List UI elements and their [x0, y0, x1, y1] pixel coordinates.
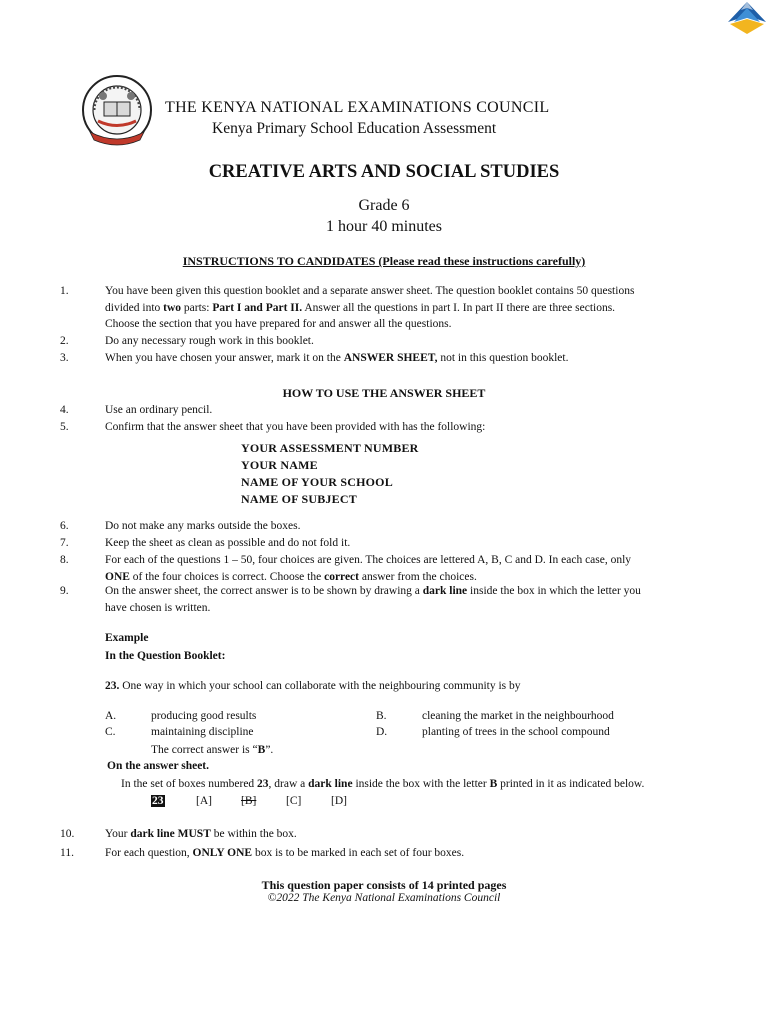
duration-label: 1 hour 40 minutes	[326, 218, 442, 235]
item-number: 10.	[60, 828, 75, 840]
instruction-6: Do not make any marks outside the boxes.	[105, 520, 301, 532]
instruction-11	[105, 845, 705, 862]
instruction-1-line-1: You have been given this question booklet and a separate answer sheet. The question booklet contains 50 questions	[105, 285, 635, 297]
instruction-4: Use an ordinary pencil.	[105, 404, 213, 416]
text-run: be within the box.	[210, 828, 297, 840]
text-run: For each question,	[105, 847, 193, 859]
answer-box-c: [C]	[286, 795, 302, 807]
item-number: 2.	[60, 335, 69, 347]
text-run-bold: correct	[324, 570, 359, 583]
text-run: of the four choices is correct. Choose the	[129, 570, 325, 583]
instruction-7: Keep the sheet as clean as possible and do not fold it.	[105, 537, 351, 549]
text-run: divided into	[105, 301, 164, 314]
how-to-heading: HOW TO USE THE ANSWER SHEET	[282, 386, 486, 400]
answer-sheet-field: YOUR ASSESSMENT NUMBER	[241, 441, 419, 455]
text-run: , draw a	[268, 778, 309, 790]
text-run: printed in it as indicated below.	[497, 778, 645, 790]
text-run: inside the box in which the letter you	[467, 585, 641, 597]
item-number: 6.	[60, 520, 69, 532]
knec-corner-logo-icon	[726, 0, 768, 36]
item-number: 8.	[60, 554, 69, 566]
text-run: box is to be marked in each set of four boxes.	[252, 847, 465, 859]
grade-label: Grade 6	[358, 197, 410, 214]
option-letter: A.	[105, 710, 117, 722]
answer-sheet-label: On the answer sheet.	[107, 760, 210, 772]
page-count-note: This question paper consists of 14 printed pages	[261, 878, 507, 892]
instruction-3	[105, 350, 705, 367]
text-run-bold: Part I and Part II.	[212, 301, 303, 314]
answer-sheet-field: NAME OF YOUR SCHOOL	[241, 475, 393, 489]
answer-box-b-marked: [B]	[241, 795, 257, 807]
option-letter: B.	[376, 710, 387, 722]
booklet-label: In the Question Booklet:	[105, 650, 226, 662]
option-letter: D.	[376, 726, 388, 738]
text-run: Answer all the questions in part I. In part II there are three sections.	[302, 301, 616, 314]
text-run-bold: ONE	[105, 570, 130, 583]
option-text: maintaining discipline	[151, 726, 254, 738]
copyright-note: ©2022 The Kenya National Examinations Council	[267, 892, 501, 904]
text-run-bold: B	[489, 778, 498, 790]
instructions-heading: INSTRUCTIONS TO CANDIDATES (Please read these instructions carefully)	[182, 254, 586, 268]
item-number: 1.	[60, 285, 69, 297]
answer-sheet-instruction	[121, 776, 644, 793]
option-text: planting of trees in the school compound	[422, 726, 610, 738]
instruction-9-line-1	[105, 583, 705, 600]
item-number: 11.	[60, 847, 74, 859]
text-run: Your	[105, 828, 131, 840]
box-number-highlight: 23	[152, 795, 164, 807]
text-run: The correct answer is “	[151, 744, 258, 756]
text-run: ”.	[265, 744, 274, 756]
answer-sheet-field: NAME OF SUBJECT	[241, 492, 357, 506]
example-label: Example	[105, 632, 149, 644]
item-number: 9.	[60, 585, 69, 597]
text-run-bold: two	[163, 301, 182, 314]
instruction-1-line-2	[105, 300, 705, 317]
text-run-bold: dark line MUST	[130, 828, 211, 840]
text-run-bold: 23	[257, 778, 269, 790]
option-text: producing good results	[151, 710, 257, 722]
text-run: On the answer sheet, the correct answer is to be shown by drawing a	[105, 585, 423, 597]
text-run: parts:	[181, 301, 213, 314]
text-run-bold: dark line	[422, 585, 468, 597]
instruction-2: Do any necessary rough work in this booklet.	[105, 335, 314, 347]
question-text: One way in which your school can collaborate with the neighbouring community is by	[119, 680, 521, 692]
text-run-bold: ANSWER SHEET,	[343, 352, 438, 364]
item-number: 7.	[60, 537, 69, 549]
text-run: not in this question booklet.	[437, 352, 569, 364]
item-number: 5.	[60, 421, 69, 433]
instruction-1	[105, 283, 705, 333]
subject-title: CREATIVE ARTS AND SOCIAL STUDIES	[208, 162, 560, 182]
instruction-8	[105, 552, 705, 585]
question-number: 23.	[105, 680, 120, 692]
instruction-1-line-3: Choose the section that you have prepared for and answer all the questions.	[105, 318, 452, 330]
text-run: In the set of boxes numbered	[121, 778, 258, 790]
box-number	[151, 793, 165, 810]
text-run: inside the box with the letter	[352, 778, 490, 790]
item-number: 4.	[60, 404, 69, 416]
text-run-bold: B	[257, 744, 266, 756]
example-question	[105, 678, 521, 695]
text-run: When you have chosen your answer, mark it on the	[105, 352, 344, 364]
option-text: cleaning the market in the neighbourhood	[422, 710, 614, 722]
answer-sheet-field: YOUR NAME	[241, 458, 318, 472]
answer-box-d: [D]	[331, 795, 347, 807]
option-letter: C.	[105, 726, 116, 738]
text-run-bold: dark line	[308, 778, 353, 790]
knec-seal-icon	[80, 74, 154, 148]
instruction-9	[105, 583, 705, 616]
instruction-10	[105, 826, 705, 843]
instruction-8-line-1: For each of the questions 1 – 50, four choices are given. The choices are lettered A, B, C and D. In each case, only	[105, 554, 632, 566]
text-run: answer from the choices.	[359, 570, 477, 583]
instruction-9-line-2: have chosen is written.	[105, 601, 211, 614]
correct-answer-note	[151, 742, 273, 759]
instruction-5: Confirm that the answer sheet that you have been provided with has the following:	[105, 421, 486, 433]
assessment-name: Kenya Primary School Education Assessment	[212, 120, 497, 137]
text-run-bold: ONLY ONE	[192, 847, 253, 859]
org-name: THE KENYA NATIONAL EXAMINATIONS COUNCIL	[165, 99, 550, 116]
item-number: 3.	[60, 352, 69, 364]
answer-box-a: [A]	[196, 795, 212, 807]
